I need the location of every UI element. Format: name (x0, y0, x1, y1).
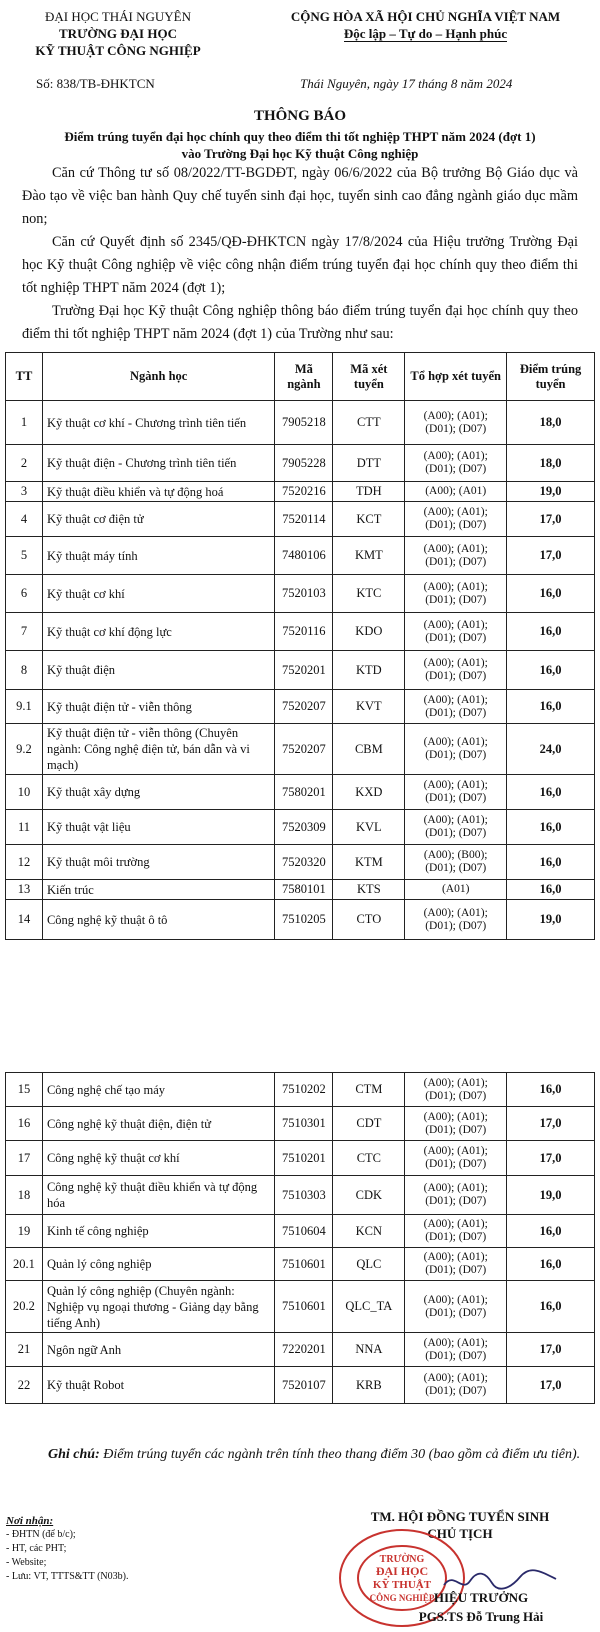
cell-major-code: 7520114 (275, 502, 333, 537)
cell-admission-code: KVT (333, 690, 405, 724)
table-row (6, 613, 595, 651)
cell-combination: (A00); (A01); (D01); (D07) (405, 575, 507, 613)
org-school-line2: KỸ THUẬT CÔNG NGHIỆP (35, 43, 201, 58)
cell-tt: 8 (6, 651, 43, 690)
cell-combination: (A00); (A01); (D01); (D07) (405, 1073, 507, 1107)
cell-score: 16,0 (507, 1073, 595, 1107)
cell-admission-code: KXD (333, 775, 405, 810)
table-row (6, 482, 595, 502)
cell-tt: 16 (6, 1107, 43, 1141)
cell-combination: (A00); (A01); (D01); (D07) (405, 502, 507, 537)
cell-admission-code: KRB (333, 1367, 405, 1404)
cell-admission-code: CDK (333, 1176, 405, 1215)
table-row (6, 1141, 595, 1176)
cell-admission-code: NNA (333, 1333, 405, 1367)
cell-score: 16,0 (507, 845, 595, 880)
cell-major-code: 7520201 (275, 651, 333, 690)
footnote-text: Điểm trúng tuyển các ngành trên tính theo thang điểm 30 (bao gồm cả điểm ưu tiên). (99, 1447, 581, 1462)
recipients-block (6, 1514, 128, 1584)
cell-score: 17,0 (507, 1367, 595, 1404)
cell-admission-code: CBM (333, 724, 405, 775)
cell-major: Kỹ thuật môi trường (42, 845, 274, 880)
council-name: TM. HỘI ĐỒNG TUYỂN SINH (370, 1509, 550, 1524)
cell-major: Quản lý công nghiệp (42, 1248, 274, 1281)
recipient-item: - HT, các PHT; (6, 1543, 67, 1554)
page-break-gap (0, 990, 600, 1072)
motto-text: Độc lập – Tự do – Hạnh phúc (343, 26, 508, 41)
cell-combination: (A00); (A01); (D01); (D07) (405, 690, 507, 724)
cell-combination: (A00); (A01); (D01); (D07) (405, 775, 507, 810)
header-admission-code: Mã xét tuyển (333, 353, 405, 401)
cell-score: 16,0 (507, 1281, 595, 1333)
cell-admission-code: KCT (333, 502, 405, 537)
national-header (268, 8, 583, 42)
cell-admission-code: CDT (333, 1107, 405, 1141)
table-row (6, 1248, 595, 1281)
table-header-row (6, 353, 595, 401)
seal-text-1: TRƯỜNG (379, 1554, 425, 1565)
cell-combination: (A00); (B00); (D01); (D07) (405, 845, 507, 880)
seal-text-4: CÔNG NGHIỆP (369, 1593, 435, 1603)
cell-admission-code: KTS (333, 880, 405, 900)
cell-combination: (A00); (A01); (D01); (D07) (405, 1248, 507, 1281)
cell-major: Công nghệ chế tạo máy (42, 1073, 274, 1107)
cell-major: Kinh tế công nghiệp (42, 1215, 274, 1248)
cell-major-code: 7510201 (275, 1141, 333, 1176)
cell-score: 18,0 (507, 445, 595, 482)
table-row (6, 1333, 595, 1367)
cell-tt: 21 (6, 1333, 43, 1367)
signer-block (386, 1588, 576, 1626)
cell-admission-code: CTC (333, 1141, 405, 1176)
cell-tt: 20.1 (6, 1248, 43, 1281)
signer-position: HIỆU TRƯỞNG (433, 1590, 529, 1605)
table-row (6, 775, 595, 810)
cell-major-code: 7905228 (275, 445, 333, 482)
table-row (6, 880, 595, 900)
cell-tt: 9.1 (6, 690, 43, 724)
cell-major: Kỹ thuật máy tính (42, 537, 274, 575)
cell-major: Kiến trúc (42, 880, 274, 900)
cell-score: 19,0 (507, 1176, 595, 1215)
cell-score: 17,0 (507, 537, 595, 575)
cell-major-code: 7510303 (275, 1176, 333, 1215)
cell-tt: 7 (6, 613, 43, 651)
cell-admission-code: CTO (333, 900, 405, 940)
subtitle-line-2: vào Trường Đại học Kỹ thuật Công nghiệp (181, 146, 419, 161)
cell-tt: 6 (6, 575, 43, 613)
table-row (6, 724, 595, 775)
cell-major-code: 7520207 (275, 690, 333, 724)
header-cutoff-score: Điểm trúng tuyển (507, 353, 595, 401)
cell-score: 19,0 (507, 482, 595, 502)
seal-text-3: KỸ THUẬT (372, 1579, 432, 1591)
country-name: CỘNG HÒA XÃ HỘI CHỦ NGHĨA VIỆT NAM (290, 9, 561, 24)
table-row (6, 690, 595, 724)
table-row (6, 537, 595, 575)
table-row (6, 445, 595, 482)
cell-score: 16,0 (507, 810, 595, 845)
table-row (6, 1176, 595, 1215)
cell-score: 24,0 (507, 724, 595, 775)
cell-major: Công nghệ kỹ thuật điều khiển và tự động hóa (42, 1176, 274, 1215)
cell-major-code: 7520309 (275, 810, 333, 845)
issuing-organization (18, 8, 218, 59)
cell-admission-code: KDO (333, 613, 405, 651)
cell-tt: 5 (6, 537, 43, 575)
cell-tt: 22 (6, 1367, 43, 1404)
cell-major-code: 7480106 (275, 537, 333, 575)
table-row (6, 900, 595, 940)
cell-major-code: 7220201 (275, 1333, 333, 1367)
admission-table-part1 (5, 352, 595, 940)
document-subtitle (20, 128, 580, 162)
cell-major-code: 7520116 (275, 613, 333, 651)
cell-score: 16,0 (507, 1248, 595, 1281)
recipient-item: - Lưu: VT, TTTS&TT (N03b). (6, 1571, 129, 1582)
cell-major-code: 7520320 (275, 845, 333, 880)
recipient-item: - ĐHTN (để b/c); (6, 1529, 76, 1540)
cell-major: Kỹ thuật điện - Chương trình tiên tiến (42, 445, 274, 482)
cell-score: 16,0 (507, 775, 595, 810)
document-number: Số: 838/TB-ĐHKTCN (36, 76, 155, 91)
cell-admission-code: DTT (333, 445, 405, 482)
admission-table-part2 (5, 1072, 595, 1404)
cell-admission-code: KTD (333, 651, 405, 690)
cell-score: 16,0 (507, 880, 595, 900)
org-school-line1: TRƯỜNG ĐẠI HỌC (59, 26, 177, 41)
table-row (6, 1215, 595, 1248)
place-date: Thái Nguyên, ngày 17 tháng 8 năm 2024 (300, 76, 513, 91)
cell-major-code: 7580101 (275, 880, 333, 900)
cell-tt: 14 (6, 900, 43, 940)
cell-combination: (A00); (A01); (D01); (D07) (405, 1141, 507, 1176)
cell-major-code: 7510205 (275, 900, 333, 940)
table-row (6, 1073, 595, 1107)
cell-admission-code: KMT (333, 537, 405, 575)
motto (268, 25, 583, 42)
cell-combination: (A00); (A01); (D01); (D07) (405, 1215, 507, 1248)
header-tt: TT (6, 353, 43, 401)
cell-admission-code: KVL (333, 810, 405, 845)
subtitle-line-1: Điểm trúng tuyển đại học chính quy theo điểm thi tốt nghiệp THPT năm 2024 (đợt 1) (64, 129, 536, 144)
cell-combination: (A00); (A01); (D01); (D07) (405, 1333, 507, 1367)
cell-combination: (A00); (A01); (D01); (D07) (405, 1281, 507, 1333)
cell-tt: 11 (6, 810, 43, 845)
footnote (22, 1444, 582, 1466)
cell-major: Kỹ thuật điện (42, 651, 274, 690)
cell-combination: (A00); (A01); (D01); (D07) (405, 900, 507, 940)
cell-admission-code: TDH (333, 482, 405, 502)
cell-admission-code: KCN (333, 1215, 405, 1248)
cell-combination: (A00); (A01); (D01); (D07) (405, 537, 507, 575)
cell-score: 17,0 (507, 1333, 595, 1367)
signer-name: PGS.TS Đỗ Trung Hải (418, 1609, 544, 1624)
cell-admission-code: KTC (333, 575, 405, 613)
cell-major: Kỹ thuật cơ khí động lực (42, 613, 274, 651)
header-major-code: Mã ngành (275, 353, 333, 401)
cell-score: 16,0 (507, 613, 595, 651)
cell-combination: (A00); (A01); (D01); (D07) (405, 1107, 507, 1141)
cell-tt: 9.2 (6, 724, 43, 775)
cell-combination: (A00); (A01); (D01); (D07) (405, 810, 507, 845)
cell-combination: (A00); (A01); (D01); (D07) (405, 651, 507, 690)
cell-tt: 1 (6, 401, 43, 445)
cell-admission-code: CTM (333, 1073, 405, 1107)
paragraph-legal-basis-2: Căn cứ Quyết định số 2345/QĐ-ĐHKTCN ngày 17/8/2024 của Hiệu trưởng Trường Đại học Kỹ thuật Công nghiệp về việc công nhận điểm trúng tuyển đại học chính quy theo điểm thi tốt nghiệp THPT năm 2024 (đợt 1); (22, 234, 578, 296)
cell-major: Kỹ thuật cơ khí (42, 575, 274, 613)
cell-major-code: 7580201 (275, 775, 333, 810)
cell-admission-code: QLC (333, 1248, 405, 1281)
cell-combination: (A00); (A01); (D01); (D07) (405, 1176, 507, 1215)
cell-tt: 19 (6, 1215, 43, 1248)
cell-tt: 17 (6, 1141, 43, 1176)
cell-score: 18,0 (507, 401, 595, 445)
header-major: Ngành học (42, 353, 274, 401)
cell-score: 16,0 (507, 1215, 595, 1248)
cell-major-code: 7510604 (275, 1215, 333, 1248)
table-row (6, 810, 595, 845)
cell-tt: 12 (6, 845, 43, 880)
cell-tt: 15 (6, 1073, 43, 1107)
cell-major-code: 7520103 (275, 575, 333, 613)
paragraph-announcement: Trường Đại học Kỹ thuật Công nghiệp thông báo điểm trúng tuyển đại học chính quy theo điểm thi tốt nghiệp THPT năm 2024 (đợt 1) của Trường như sau: (22, 303, 578, 342)
cell-combination: (A00); (A01); (D01); (D07) (405, 401, 507, 445)
cell-major-code: 7510301 (275, 1107, 333, 1141)
cell-major-code: 7510601 (275, 1248, 333, 1281)
cell-major: Kỹ thuật cơ điện tử (42, 502, 274, 537)
cell-tt: 2 (6, 445, 43, 482)
cell-tt: 13 (6, 880, 43, 900)
cell-major: Công nghệ kỹ thuật điện, điện tử (42, 1107, 274, 1141)
cell-admission-code: QLC_TA (333, 1281, 405, 1333)
table-row (6, 575, 595, 613)
cell-major-code: 7905218 (275, 401, 333, 445)
cell-major: Kỹ thuật điện tử - viễn thông (Chuyên ngành: Công nghệ điện tử, bán dẫn và vi mạch) (42, 724, 274, 775)
cell-tt: 4 (6, 502, 43, 537)
cell-major: Kỹ thuật cơ khí - Chương trình tiên tiến (42, 401, 274, 445)
seal-text-2: ĐẠI HỌC (375, 1564, 429, 1578)
cell-score: 16,0 (507, 651, 595, 690)
cell-major: Kỹ thuật xây dựng (42, 775, 274, 810)
cell-combination: (A00); (A01); (D01); (D07) (405, 613, 507, 651)
cell-score: 16,0 (507, 575, 595, 613)
cell-combination: (A00); (A01) (405, 482, 507, 502)
cell-major-code: 7520216 (275, 482, 333, 502)
cell-major-code: 7520107 (275, 1367, 333, 1404)
cell-major: Kỹ thuật vật liệu (42, 810, 274, 845)
cell-major: Công nghệ kỹ thuật ô tô (42, 900, 274, 940)
cell-combination: (A01) (405, 880, 507, 900)
document-title: THÔNG BÁO (253, 108, 347, 124)
cell-score: 17,0 (507, 1141, 595, 1176)
recipients-title: Nơi nhận: (6, 1515, 54, 1527)
cell-tt: 20.2 (6, 1281, 43, 1333)
cell-combination: (A00); (A01); (D01); (D07) (405, 1367, 507, 1404)
cell-major: Công nghệ kỹ thuật cơ khí (42, 1141, 274, 1176)
table-row (6, 651, 595, 690)
cell-admission-code: CTT (333, 401, 405, 445)
cell-admission-code: KTM (333, 845, 405, 880)
cell-score: 17,0 (507, 502, 595, 537)
table-row (6, 845, 595, 880)
cell-major: Kỹ thuật điện tử - viễn thông (42, 690, 274, 724)
cell-major-code: 7520207 (275, 724, 333, 775)
cell-combination: (A00); (A01); (D01); (D07) (405, 724, 507, 775)
cell-tt: 18 (6, 1176, 43, 1215)
table-row (6, 1281, 595, 1333)
cell-score: 16,0 (507, 690, 595, 724)
table-row (6, 1107, 595, 1141)
cell-major: Ngôn ngữ Anh (42, 1333, 274, 1367)
paragraph-legal-basis-1: Căn cứ Thông tư số 08/2022/TT-BGDĐT, ngày 06/6/2022 của Bộ trưởng Bộ Giáo dục và Đào tạo về việc ban hành Quy chế tuyển sinh đại học, tuyển sinh cao đẳng ngành giáo dục mầm non; (22, 165, 578, 227)
cell-tt: 3 (6, 482, 43, 502)
recipient-item: - Website; (6, 1557, 47, 1568)
signer-role: CHỦ TỊCH (427, 1526, 493, 1541)
cell-major-code: 7510202 (275, 1073, 333, 1107)
cell-major-code: 7510601 (275, 1281, 333, 1333)
footnote-label: Ghi chú: (48, 1447, 100, 1462)
org-parent: ĐẠI HỌC THÁI NGUYÊN (45, 9, 191, 24)
table-row (6, 1367, 595, 1404)
cell-score: 17,0 (507, 1107, 595, 1141)
cell-combination: (A00); (A01); (D01); (D07) (405, 445, 507, 482)
cell-tt: 10 (6, 775, 43, 810)
header-subject-combination: Tổ hợp xét tuyển (405, 353, 507, 401)
table-row (6, 502, 595, 537)
cell-score: 19,0 (507, 900, 595, 940)
cell-major: Quản lý công nghiệp (Chuyên ngành: Nghiệp vụ ngoại thương - Giảng dạy bằng tiếng Anh) (42, 1281, 274, 1333)
table-row (6, 401, 595, 445)
cell-major: Kỹ thuật Robot (42, 1367, 274, 1404)
cell-major: Kỹ thuật điều khiển và tự động hoá (42, 482, 274, 502)
